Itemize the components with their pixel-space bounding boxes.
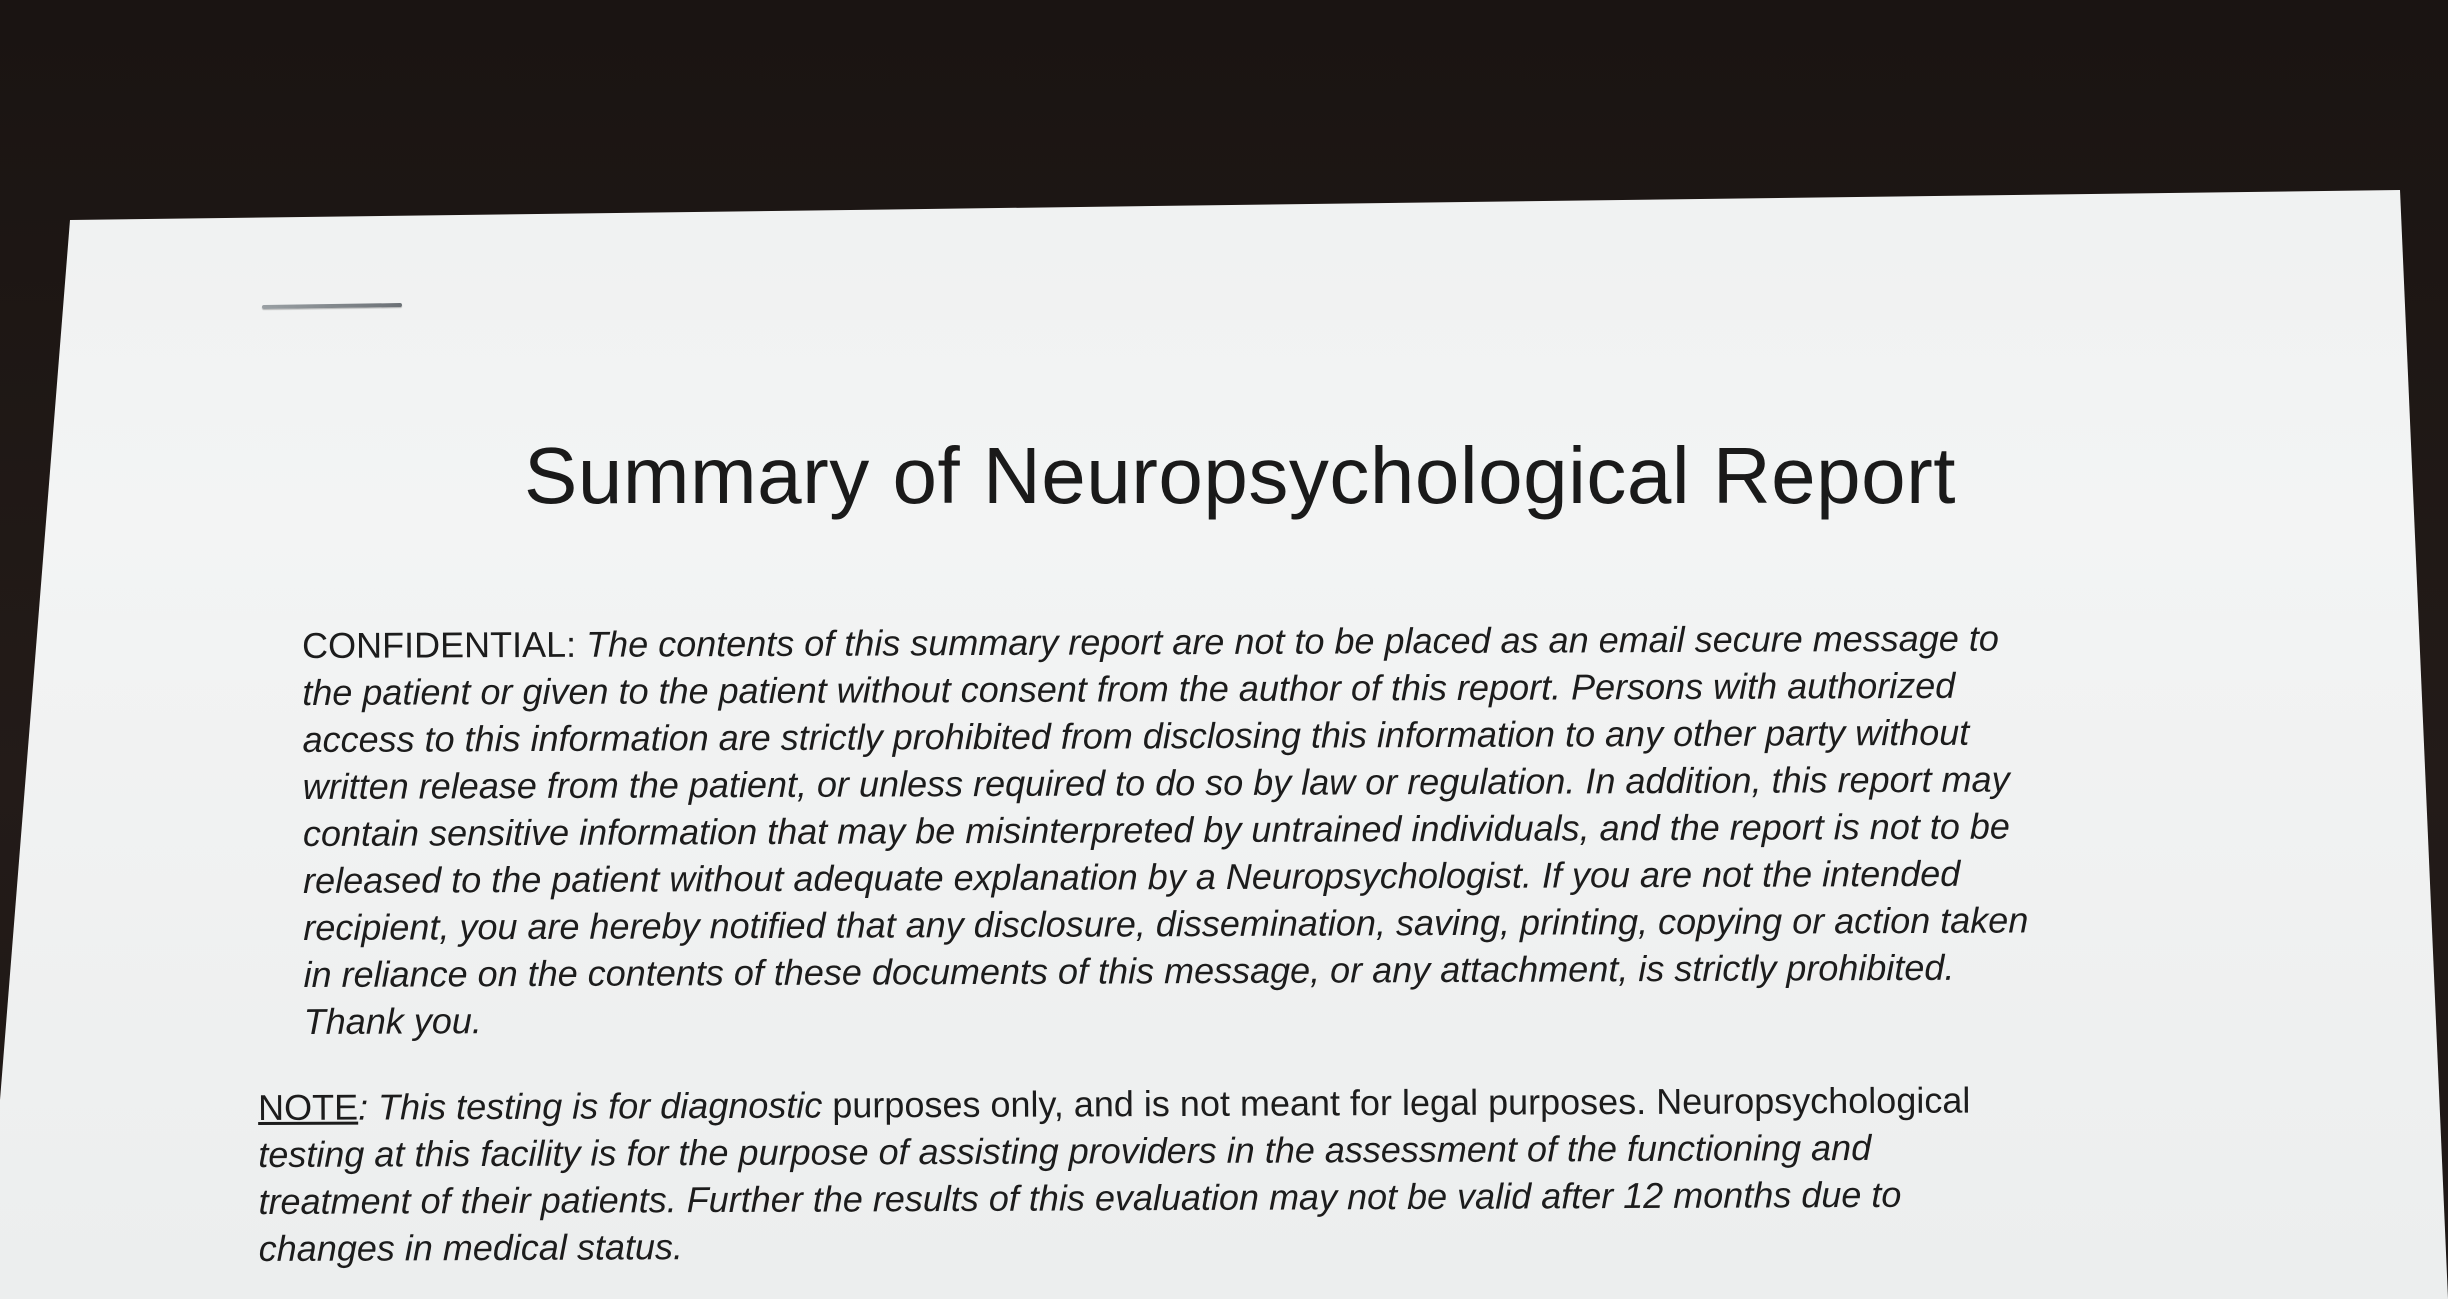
- note-line-3: treatment of their patients. Further the results of this evaluation may not be valid after 12 months due to: [258, 1173, 1902, 1222]
- note-line-2: testing at this facility is for the purpose of assisting providers in the assessment of the functioning and: [258, 1126, 1872, 1175]
- document-title: Summary of Neuropsychological Report: [524, 431, 1956, 520]
- confidential-line-1: CONFIDENTIAL: The contents of this summary report are not to be placed as an email secure message to: [302, 617, 1999, 666]
- confidential-label: CONFIDENTIAL:: [302, 623, 577, 666]
- confidential-line-8: in reliance on the contents of these documents of this message, or any attachment, is strictly prohibited.: [303, 946, 1955, 995]
- confidential-line-6: released to the patient without adequate explanation by a Neuropsychologist. If you are not the intended: [303, 852, 1961, 901]
- confidential-line-7: recipient, you are hereby notified that any disclosure, dissemination, saving, printing, copying or action taken: [303, 899, 2029, 948]
- confidential-line-4: written release from the patient, or unless required to do so by law or regulation. In addition, this report may: [302, 758, 2010, 807]
- note-paragraph: [258, 1077, 1971, 1272]
- confidential-line-3: access to this information are strictly prohibited from disclosing this information to any other party without: [302, 711, 1970, 760]
- note-line-4: changes in medical status.: [258, 1226, 684, 1269]
- confidential-line-2: the patient or given to the patient without consent from the author of this report. Persons with authorized: [302, 664, 1956, 713]
- confidential-paragraph: [302, 614, 2029, 1045]
- confidential-line-9: Thank you.: [303, 1000, 482, 1042]
- note-line-1: NOTE: This testing is for diagnostic purposes only, and is not meant for legal purposes. Neuropsychological: [258, 1079, 1971, 1128]
- confidential-line-5: contain sensitive information that may be misinterpreted by untrained individuals, and the report is not to be: [302, 805, 2010, 854]
- note-label: NOTE: [258, 1086, 359, 1128]
